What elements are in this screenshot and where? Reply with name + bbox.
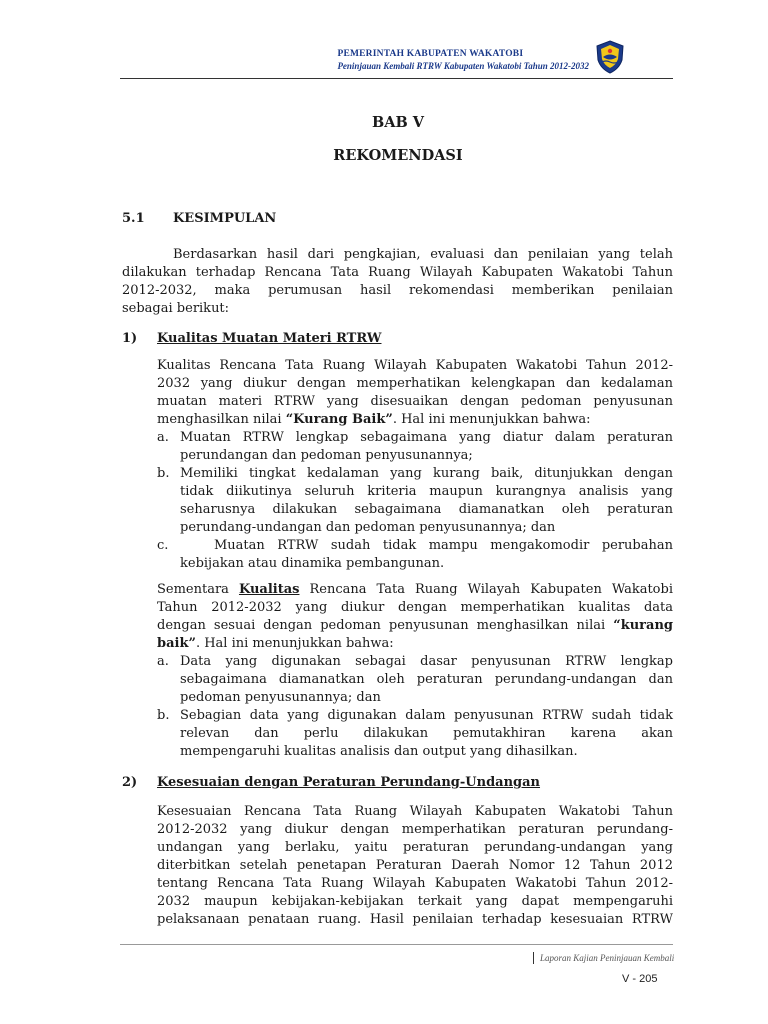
list-line: perundangan dan pedoman penyusunannya; [180,448,473,463]
list2-label-b: b. [157,708,170,723]
list-line: Memiliki tingkat kedalaman yang kurang baik, ditunjukkan dengan [180,466,673,481]
intro-paragraph [122,246,673,318]
list2-item-b [180,707,673,761]
footer-divider [120,944,673,945]
chapter-title: REKOMENDASI [333,147,463,164]
item2-line: 2032 maupun kebijakan-kebijakan terkait yang dapat mempengaruhi [157,894,673,909]
item2-line: tentang Rencana Tata Ruang Wilayah Kabupaten Wakatobi Tahun 2012- [157,876,673,891]
item1-line-last [157,411,673,429]
para2-text: Sementara [157,582,239,597]
para2-keyword: Kualitas [238,582,300,597]
para2-text: . Hal ini menunjukkan bahwa: [195,636,394,651]
header-subtitle: Peninjauan Kembali RTRW Kabupaten Wakatobi Tahun 2012-2032 [337,61,589,71]
item1-title: Kualitas Muatan Materi RTRW [157,331,382,346]
item2-title: Kesesuaian dengan Peraturan Perundang-Undangan [157,775,541,790]
list-line: Sebagian data yang digunakan dalam penyusunan RTRW sudah tidak [180,708,673,723]
list-line: tidak diikutinya seluruh kriteria maupun kurangnya analisis yang [180,484,673,499]
list2-item-a [180,653,673,707]
list-line: Muatan RTRW lengkap sebagaimana yang diatur dalam peraturan [180,430,673,445]
para2-line [157,617,673,635]
para2-rating: baik” [157,636,196,651]
item2-line: diterbitkan setelah penetapan Peraturan Daerah Nomor 12 Tahun 2012 [157,858,673,873]
para2-rating: “kurang [613,618,673,633]
intro-line: dilakukan terhadap Rencana Tata Ruang Wilayah Kabupaten Wakatobi Tahun [122,265,673,280]
item1-text: . Hal ini menunjukkan bahwa: [392,412,591,427]
header-agency: PEMERINTAH KABUPATEN WAKATOBI [337,49,524,59]
item2-line: undangan yang berlaku, yaitu peraturan perundang-undangan yang [157,840,673,855]
list-line: kebijakan atau dinamika pembangunan. [180,556,445,571]
item2-paragraph [157,803,673,929]
list-line: seharusnya dilakukan sebagaimana diamanatkan oleh peraturan [180,502,673,517]
item2-line: pelaksanaan penataan ruang. Hasil penilaian terhadap kesesuaian RTRW [157,912,673,927]
intro-line: 2012-2032, maka perumusan hasil rekomendasi memberikan penilaian [122,283,673,298]
wakatobi-emblem-icon [595,40,625,74]
item1-line: 2032 yang diukur dengan memperhatikan kelengkapan dan kedalaman [157,376,673,391]
chapter-heading [122,110,674,165]
list-line: pedoman penyusunannya; dan [180,690,381,705]
chapter-number: BAB V [371,114,425,131]
item1-line: muatan materi RTRW yang disesuaikan dengan pedoman penyusunan [157,394,673,409]
item2-line: 2012-2032 yang diukur dengan memperhatikan peraturan perundang- [157,822,673,837]
para2-line: Tahun 2012-2032 yang diukur dengan memperhatikan kualitas data [157,600,673,615]
para2-text: dengan sesuai dengan pedoman penyusunan menghasilkan nilai [157,618,614,633]
list-line: sebagaimana diamanatkan oleh peraturan perundang-undangan dan [180,672,673,687]
para2-line [157,581,673,599]
item2-line: Kesesuaian Rencana Tata Ruang Wilayah Kabupaten Wakatobi Tahun [157,804,673,819]
list-item-c-cont [180,555,673,573]
list-line: perundang-undangan dan pedoman penyusunannya; dan [180,520,556,535]
list-line: relevan dan perlu dilakukan pemutakhiran karena akan [180,726,673,741]
item2-number: 2) [122,775,138,790]
list-item-a [180,429,673,465]
header-text [337,48,589,72]
item1-paragraph-2 [157,581,673,653]
intro-line: Berdasarkan hasil dari pengkajian, evaluasi dan penilaian yang telah [173,247,673,262]
item1-line: Kualitas Rencana Tata Ruang Wilayah Kabupaten Wakatobi Tahun 2012- [157,358,673,373]
list-label-c: c. [157,538,169,553]
item1-paragraph [157,357,673,429]
page-number: V - 205 [622,973,658,985]
section-number: 5.1 [122,211,145,226]
section-title: KESIMPULAN [173,211,277,226]
list-label-a: a. [157,430,169,445]
item1-text: menghasilkan nilai [157,412,286,427]
list-item-b [180,465,673,537]
list-line: Muatan RTRW sudah tidak mampu mengakomodir perubahan [214,538,673,553]
page-header [120,40,673,79]
list-line: mempengaruhi kualitas analisis dan output yang dihasilkan. [180,744,578,759]
item1-number: 1) [122,331,138,346]
item1-rating: “Kurang Baik” [285,412,393,427]
list-label-b: b. [157,466,170,481]
footer-report-label: Laporan Kajian Peninjauan Kembali [533,952,674,964]
list-item-c [214,537,673,555]
intro-line: sebagai berikut: [122,301,230,316]
list2-label-a: a. [157,654,169,669]
para2-text: Rencana Tata Ruang Wilayah Kabupaten Wakatobi [299,582,673,597]
list-line: Data yang digunakan sebagai dasar penyusunan RTRW lengkap [180,654,673,669]
para2-line [157,635,673,653]
